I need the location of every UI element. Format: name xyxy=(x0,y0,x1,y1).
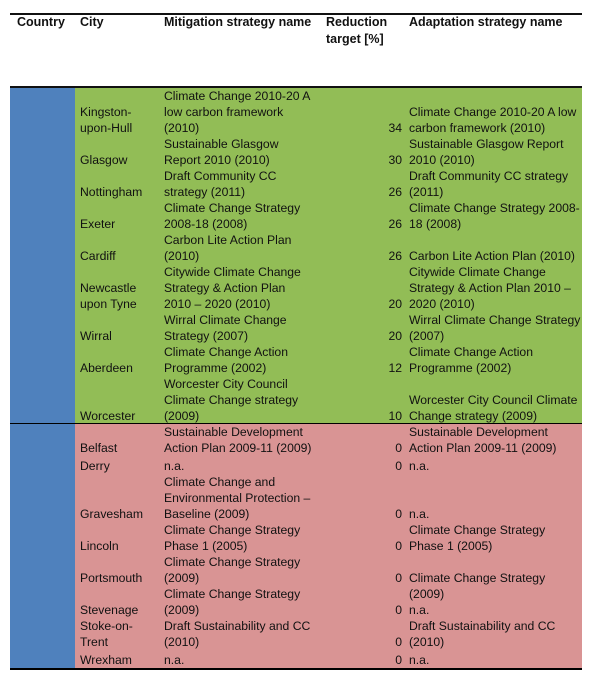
mitigation-cell: n.a. xyxy=(164,459,185,473)
reduction-cell: 30 xyxy=(388,153,402,167)
adaptation-cell: Carbon Lite Action Plan (2010) xyxy=(409,249,575,263)
adaptation-cell: Climate Change Strategy 2008-18 (2008) xyxy=(409,201,580,231)
city-cell: Stevenage xyxy=(80,603,139,617)
mitigation-cell: Citywide Climate Change Strategy & Action Plan 2010 – 2020 (2010) xyxy=(164,265,301,311)
mitigation-cell: Climate Change Strategy Phase 1 (2005) xyxy=(164,523,301,553)
mitigation-cell: Carbon Lite Action Plan (2010) xyxy=(164,233,292,263)
city-cell: Lincoln xyxy=(80,539,119,553)
adaptation-cell: Sustainable Glasgow Report 2010 (2010) xyxy=(409,137,564,167)
adaptation-cell: Draft Community CC strategy (2011) xyxy=(409,169,569,199)
city-cell: Portsmouth xyxy=(80,571,143,585)
city-cell: Aberdeen xyxy=(80,361,133,375)
mitigation-cell: Climate Change Strategy (2009) xyxy=(164,555,301,585)
country-bar-group2 xyxy=(10,424,75,668)
city-cell: Wirral xyxy=(80,329,112,343)
mitigation-cell: Climate Change Action Programme (2002) xyxy=(164,345,288,375)
adaptation-cell: n.a. xyxy=(409,603,430,617)
mitigation-cell: Climate Change and Environmental Protection – Baseline (2009) xyxy=(164,475,311,521)
city-cell: Nottingham xyxy=(80,185,143,199)
reduction-cell: 0 xyxy=(395,539,402,553)
adaptation-cell: Wirral Climate Change Strategy (2007) xyxy=(409,313,581,343)
city-cell: Belfast xyxy=(80,441,118,455)
adaptation-cell: Draft Sustainability and CC (2010) xyxy=(409,619,556,649)
city-cell: Wrexham xyxy=(80,653,132,667)
reduction-cell: 34 xyxy=(388,121,402,135)
city-cell: Gravesham xyxy=(80,507,143,521)
mitigation-cell: Sustainable Glasgow Report 2010 (2010) xyxy=(164,137,279,167)
mitigation-cell: Climate Change 2010-20 A low carbon framework (2010) xyxy=(164,89,310,135)
country-bar-group1 xyxy=(10,88,75,423)
mitigation-cell: n.a. xyxy=(164,653,185,667)
reduction-cell: 26 xyxy=(388,249,402,263)
header-mitigation: Mitigation strategy name xyxy=(164,15,312,29)
adaptation-cell: Sustainable Development Action Plan 2009-11 (2009) xyxy=(409,425,557,455)
adaptation-cell: n.a. xyxy=(409,653,430,667)
reduction-cell: 26 xyxy=(388,185,402,199)
city-cell: Exeter xyxy=(80,217,116,231)
header-country: Country xyxy=(17,15,65,29)
reduction-cell: 0 xyxy=(395,653,402,667)
mitigation-cell: Climate Change Strategy 2008-18 (2008) xyxy=(164,201,301,231)
adaptation-cell: n.a. xyxy=(409,459,430,473)
city-cell: Newcastle upon Tyne xyxy=(80,281,137,311)
adaptation-cell: Climate Change Action Programme (2002) xyxy=(409,345,533,375)
city-cell: Cardiff xyxy=(80,249,116,263)
header-adaptation: Adaptation strategy name xyxy=(409,15,563,29)
adaptation-cell: Climate Change 2010-20 A low carbon framework (2010) xyxy=(409,105,577,135)
reduction-cell: 0 xyxy=(395,507,402,521)
reduction-cell: 12 xyxy=(388,361,402,375)
city-cell: Worcester xyxy=(80,409,136,423)
city-cell: Derry xyxy=(80,459,110,473)
mitigation-cell: Wirral Climate Change Strategy (2007) xyxy=(164,313,287,343)
bottom-rule xyxy=(10,668,582,670)
reduction-cell: 0 xyxy=(395,459,402,473)
reduction-cell: 10 xyxy=(388,409,402,423)
city-cell: Stoke-on-Trent xyxy=(80,619,133,649)
reduction-cell: 0 xyxy=(395,603,402,617)
adaptation-cell: Climate Change Strategy Phase 1 (2005) xyxy=(409,523,546,553)
header-reduction: Reduction target [%] xyxy=(326,15,388,46)
reduction-cell: 0 xyxy=(395,441,402,455)
mitigation-cell: Climate Change Strategy (2009) xyxy=(164,587,301,617)
mitigation-cell: Sustainable Development Action Plan 2009-11 (2009) xyxy=(164,425,312,455)
reduction-cell: 20 xyxy=(388,297,402,311)
adaptation-cell: Worcester City Council Climate Change strategy (2009) xyxy=(409,393,578,423)
adaptation-cell: n.a. xyxy=(409,507,430,521)
adaptation-cell: Citywide Climate Change Strategy & Action Plan 2010 – 2020 (2010) xyxy=(409,265,571,311)
city-cell: Glasgow xyxy=(80,153,128,167)
reduction-cell: 26 xyxy=(388,217,402,231)
reduction-cell: 0 xyxy=(395,635,402,649)
mitigation-cell: Worcester City Council Climate Change strategy (2009) xyxy=(164,377,299,423)
mitigation-cell: Draft Sustainability and CC (2010) xyxy=(164,619,311,649)
reduction-cell: 20 xyxy=(388,329,402,343)
city-cell: Kingston-upon-Hull xyxy=(80,105,133,135)
reduction-cell: 0 xyxy=(395,571,402,585)
adaptation-cell: Climate Change Strategy (2009) xyxy=(409,571,546,601)
mitigation-cell: Draft Community CC strategy (2011) xyxy=(164,169,277,199)
header-city: City xyxy=(80,15,104,29)
